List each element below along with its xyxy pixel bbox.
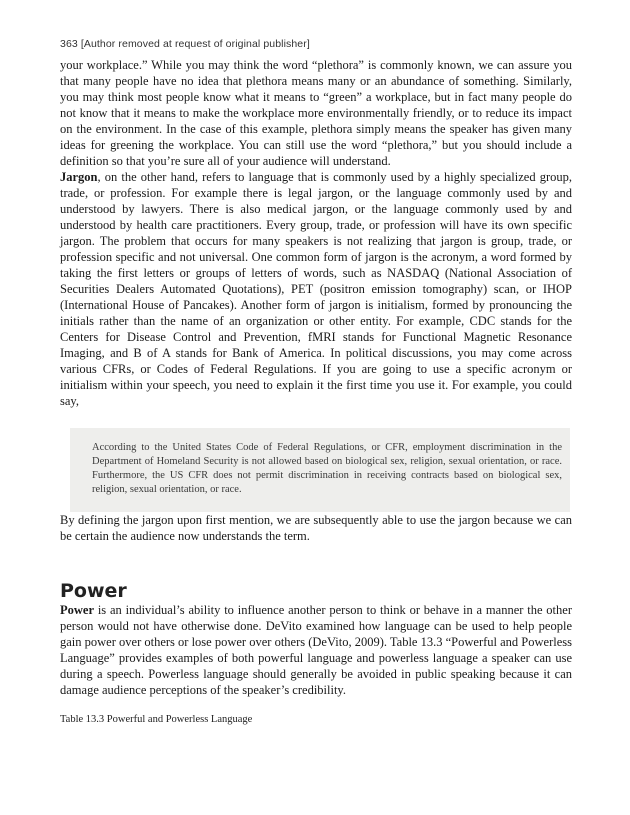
section-heading-power: Power	[60, 580, 127, 602]
table-caption: Table 13.3 Powerful and Powerless Language	[60, 714, 253, 725]
paragraph-plethora: your workplace.” While you may think the word “plethora” is commonly known, we can assure you that many people have no idea that plethora means many or an abundance of something. Similarly, you may think most people know what it means to “green” a workplace, but in fact many people do not know that it means to make the workplace more environmentally friendly, or to reduce its impact on the environment. In the case of this example, plethora simply means the speaker has given many ideas for greening the workplace. You can still use the word “plethora,” but you should include a definition so that you’re sure all of your audience will understand.	[60, 58, 572, 168]
blockquote-text: According to the United States Code of Federal Regulations, or CFR, employment discrimination in the Department of Homeland Security is not allowed based on biological sex, religion, sexual orientation, or race. Furthermore, the US CFR does not permit discrimination in receiving contracts based on biological sex, religion, sexual orientation, or race.	[92, 442, 562, 495]
page-content	[60, 57, 572, 725]
paragraph-jargon-text: , on the other hand, refers to language that is commonly used by a highly specialized group, trade, or profession. For example there is legal jargon, or the language commonly used by and understood by lawyers. There is also medical jargon, or the language commonly used by and understood by health care practitioners. Every group, trade, or profession will have its own specific jargon. The problem that occurs for many speakers is not realizing that jargon is group, trade, or profession specific and not universal. One common form of jargon is the acronym, a word formed by taking the first letters or groups of letters of words, such as NASDAQ (National Association of Securities Dealers Automated Quotations), PET (positron emission tomography) scan, or IHOP (International House of Pancakes). Another form of jargon is initialism, formed by pronouncing the initials rather than the name of an organization or other entity. For example, CDC stands for the Centers for Disease Control and Prevention, fMRI stands for Functional Magnetic Resonance Imaging, and B of A stands for Bank of America. In political discussions, you may come across various CFRs, or Codes of Federal Regulations. If you are going to use a specific acronym or initialism within your speech, you need to explain it the first time you use it. For example, you could say,	[60, 170, 572, 408]
paragraph-power	[60, 602, 572, 698]
term-jargon: Jargon	[60, 170, 98, 184]
paragraph-defining-jargon: By defining the jargon upon first mention, we are subsequently able to use the jargon because we can be certain the audience now understands the term.	[60, 513, 572, 543]
paragraph-power-text: is an individual’s ability to influence another person to think or behave in a manner the other person would not have otherwise done. DeVito examined how language can be used to help people gain power over others or lose power over others (DeVito, 2009). Table 13.3 “Powerful and Powerless Language” provides examples of both powerful language and powerless language a speaker can use during a speech. Powerless language should generally be avoided in public speaking because it can damage audience perceptions of the speaker’s credibility.	[60, 603, 572, 697]
paragraph-jargon	[60, 169, 572, 409]
term-power: Power	[60, 603, 95, 617]
running-header: 363 [Author removed at request of original publisher]	[60, 38, 310, 50]
blockquote-example	[70, 428, 570, 512]
